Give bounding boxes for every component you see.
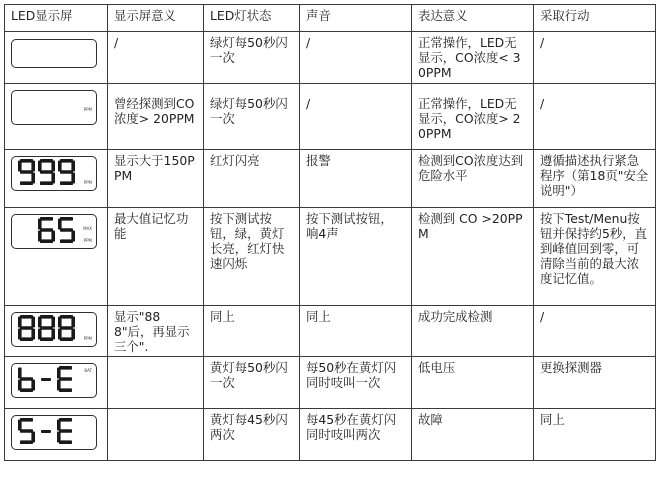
cell-sound: 同上: [300, 306, 412, 357]
cell-sound: /: [300, 84, 412, 150]
cell-action: /: [534, 306, 656, 357]
lcd-cell: [5, 150, 108, 208]
lcd-digits: [18, 217, 75, 243]
lcd-888: [11, 312, 97, 347]
lcd-65: [11, 214, 97, 249]
lcd-digit: [57, 366, 74, 392]
cell-meaning: 检测到CO浓度达到危险水平: [412, 150, 534, 208]
cell-led-status: 黄灯每50秒闪一次: [204, 357, 300, 409]
lcd-dash-segment: [41, 430, 51, 433]
lcd-digit: [38, 315, 55, 341]
cell-action: /: [534, 84, 656, 150]
table-header-row: [5, 5, 656, 32]
lcd-cell: [5, 32, 108, 84]
lcd-unit-label: PPM: [83, 238, 92, 243]
cell-led-status: 按下测试按钮，绿，黄灯长亮，红灯快速闪烁: [204, 208, 300, 306]
lcd-digit: [18, 418, 35, 444]
lcd-dash-segment: [41, 378, 51, 381]
table-row: [5, 32, 656, 84]
header-led-status: LED灯状态: [204, 5, 300, 32]
lcd-digits: [18, 418, 74, 444]
cell-action: 更换探测器: [534, 357, 656, 409]
cell-led-status: 黄灯每45秒闪两次: [204, 409, 300, 461]
cell-meaning: 成功完成检测: [412, 306, 534, 357]
cell-display-meaning: 曾经探测到CO浓度> 20PPM: [108, 84, 204, 150]
table-row: [5, 208, 656, 306]
lcd-digit: [58, 315, 75, 341]
lcd-blank-unit: [11, 90, 97, 125]
lcd-unit-label: PPM: [83, 107, 92, 112]
table-row: [5, 357, 656, 409]
cell-sound: 报警: [300, 150, 412, 208]
cell-action: 同上: [534, 409, 656, 461]
cell-display-meaning: 显示"888"后，再显示三个".: [108, 306, 204, 357]
lcd-cell: [5, 409, 108, 461]
cell-action: 按下Test/Menu按钮并保持约5秒，直到峰值回到零，可清除当前的最大浓度记忆值。: [534, 208, 656, 306]
header-led-display: LED显示屏: [5, 5, 108, 32]
lcd-digit: [38, 159, 55, 185]
table-row: [5, 306, 656, 357]
lcd-cell: [5, 357, 108, 409]
table-row: [5, 84, 656, 150]
lcd-unit-label: PPM: [83, 180, 92, 185]
cell-led-status: 绿灯每50秒闪一次: [204, 32, 300, 84]
cell-sound: 每45秒在黄灯闪同时吱叫两次: [300, 409, 412, 461]
lcd-digit: [18, 217, 35, 243]
cell-led-status: 绿灯每50秒闪一次: [204, 84, 300, 150]
cell-action: 遵循描述执行紧急程序（第18页"安全说明"）: [534, 150, 656, 208]
cell-display-meaning: [108, 409, 204, 461]
cell-display-meaning: 显示大于150PPM: [108, 150, 204, 208]
header-action: 采取行动: [534, 5, 656, 32]
cell-led-status: 同上: [204, 306, 300, 357]
header-sound: 声音: [300, 5, 412, 32]
cell-meaning: 低电压: [412, 357, 534, 409]
lcd-digits: [18, 315, 75, 341]
lcd-bat-label: BAT: [84, 368, 92, 373]
lcd-digit: [58, 159, 75, 185]
lcd-unit-label: PPM: [83, 336, 92, 341]
cell-sound: 按下测试按钮，响4声: [300, 208, 412, 306]
led-status-table: [4, 4, 656, 461]
lcd-5-E: [11, 415, 97, 450]
lcd-digit: [18, 315, 35, 341]
lcd-max-label: MAX: [83, 226, 92, 231]
cell-display-meaning: [108, 357, 204, 409]
lcd-b-E: [11, 363, 97, 398]
cell-action: /: [534, 32, 656, 84]
cell-meaning: 检测到 CO >20PPM: [412, 208, 534, 306]
lcd-digit: [18, 159, 35, 185]
lcd-blank: [11, 39, 97, 68]
cell-sound: 每50秒在黄灯闪同时吱叫一次: [300, 357, 412, 409]
lcd-digit: [57, 418, 74, 444]
table-row: [5, 150, 656, 208]
cell-led-status: 红灯闪亮: [204, 150, 300, 208]
header-display-meaning: 显示屏意义: [108, 5, 204, 32]
cell-display-meaning: 最大值记忆功能: [108, 208, 204, 306]
table-row: [5, 409, 656, 461]
cell-meaning: 正常操作，LED无显示，CO浓度< 30PPM: [412, 32, 534, 84]
header-meaning: 表达意义: [412, 5, 534, 32]
cell-sound: /: [300, 32, 412, 84]
cell-display-meaning: /: [108, 32, 204, 84]
cell-meaning: 故障: [412, 409, 534, 461]
lcd-999: [11, 156, 97, 191]
lcd-digits: [18, 366, 74, 392]
lcd-digit: [58, 217, 75, 243]
lcd-cell: [5, 84, 108, 150]
lcd-digits: [18, 159, 75, 185]
lcd-cell: [5, 208, 108, 306]
cell-meaning: 正常操作，LED无显示，CO浓度> 20PPM: [412, 84, 534, 150]
lcd-digit: [18, 366, 35, 392]
lcd-digit: [38, 217, 55, 243]
lcd-cell: [5, 306, 108, 357]
